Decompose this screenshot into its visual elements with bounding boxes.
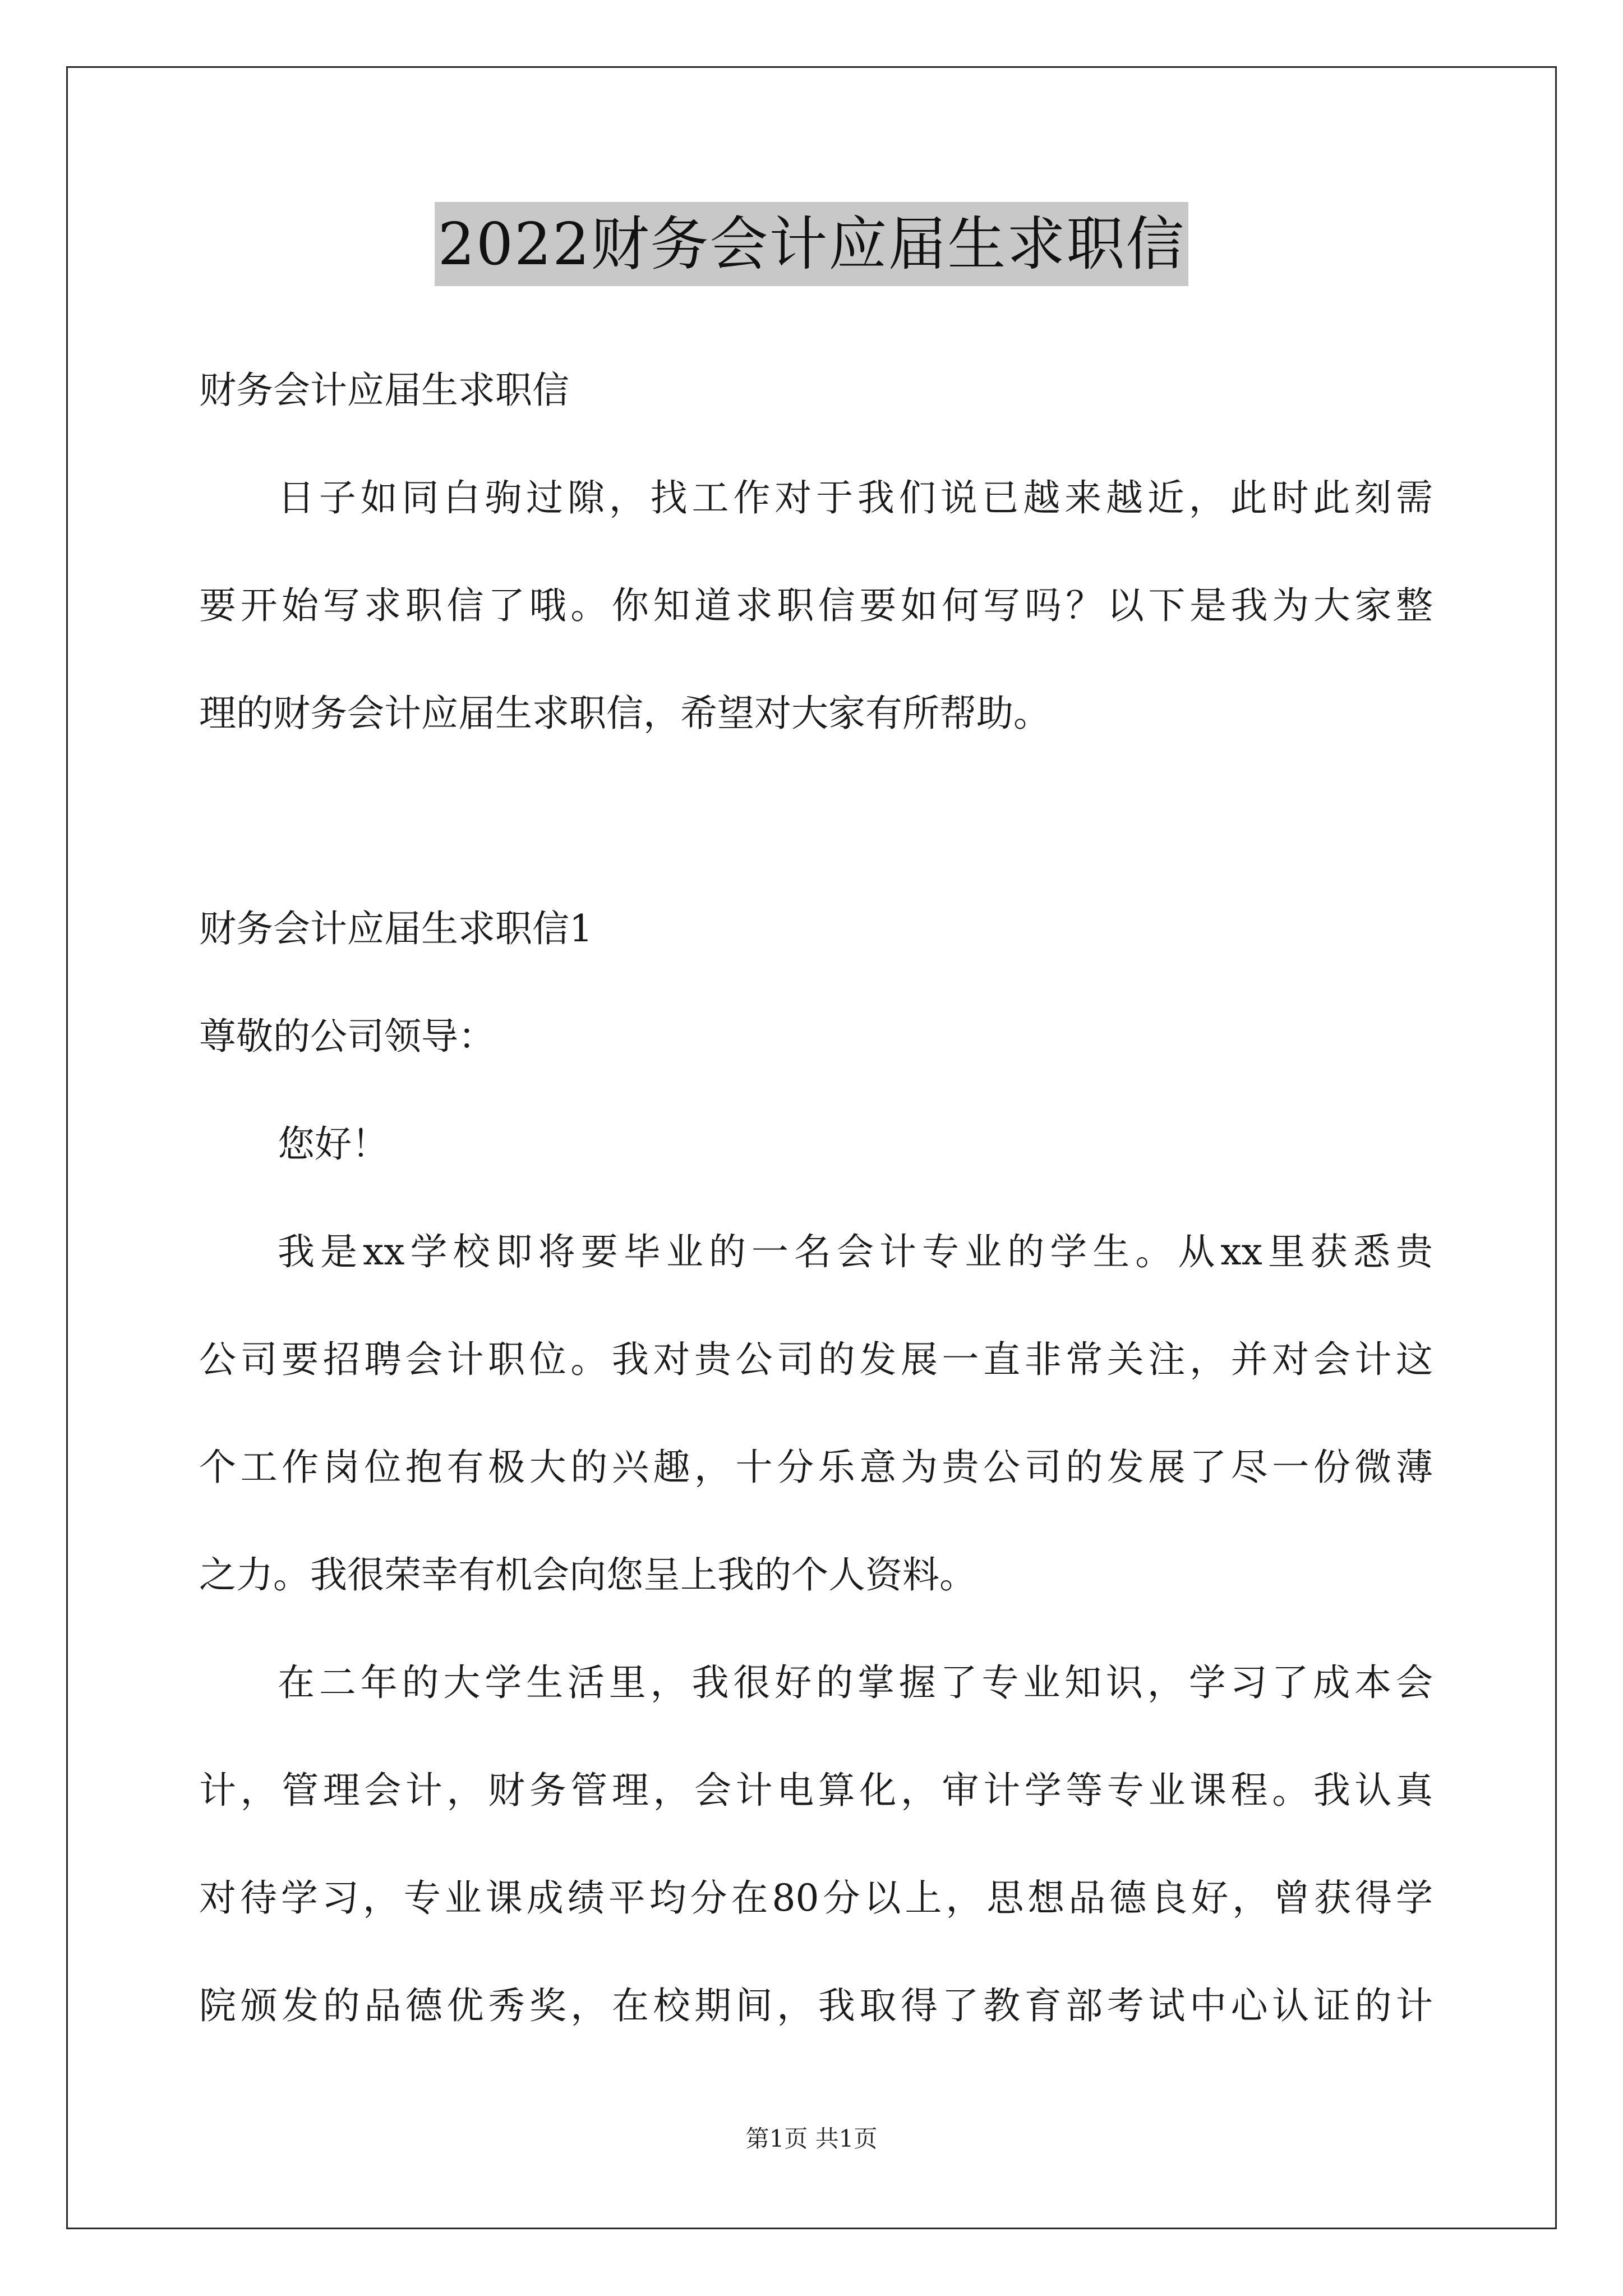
page-footer: 第1页 共1页	[745, 2125, 878, 2152]
section-heading: 财务会计应届生求职信1	[199, 907, 593, 950]
title-container	[0, 202, 1623, 286]
paragraph2-line: 计，管理会计，财务管理，会计电算化，审计学等专业课程。我认真	[199, 1769, 1433, 1812]
intro-line: 要开始写求职信了哦。你知道求职信要如何写吗？以下是我为大家整	[199, 584, 1433, 627]
subtitle: 财务会计应届生求职信	[199, 369, 569, 412]
spacer	[199, 767, 1433, 875]
paragraph2-line: 在二年的大学生活里，我很好的掌握了专业知识，学习了成本会	[278, 1661, 1433, 1704]
intro-line: 日子如同白驹过隙，找工作对于我们说已越来越近，此时此刻需	[278, 476, 1433, 519]
paragraph2-line: 院颁发的品德优秀奖，在校期间，我取得了教育部考试中心认证的计	[199, 1984, 1433, 2027]
document-title: 2022财务会计应届生求职信	[435, 202, 1189, 286]
salutation: 尊敬的公司领导：	[199, 1015, 495, 1058]
document-body	[199, 337, 1433, 2060]
paragraph1-line: 个工作岗位抱有极大的兴趣，十分乐意为贵公司的发展了尽一份微薄	[199, 1446, 1433, 1489]
paragraph1-line: 之力。我很荣幸有机会向您呈上我的个人资料。	[199, 1553, 976, 1596]
paragraph1-line: 我是xx学校即将要毕业的一名会计专业的学生。从xx里获悉贵	[278, 1230, 1433, 1273]
intro-line: 理的财务会计应届生求职信，希望对大家有所帮助。	[199, 692, 1050, 735]
greeting: 您好！	[278, 1122, 389, 1166]
paragraph1-line: 公司要招聘会计职位。我对贵公司的发展一直非常关注，并对会计这	[199, 1338, 1433, 1381]
paragraph2-line: 对待学习，专业课成绩平均分在80分以上，思想品德良好，曾获得学	[199, 1876, 1433, 1920]
